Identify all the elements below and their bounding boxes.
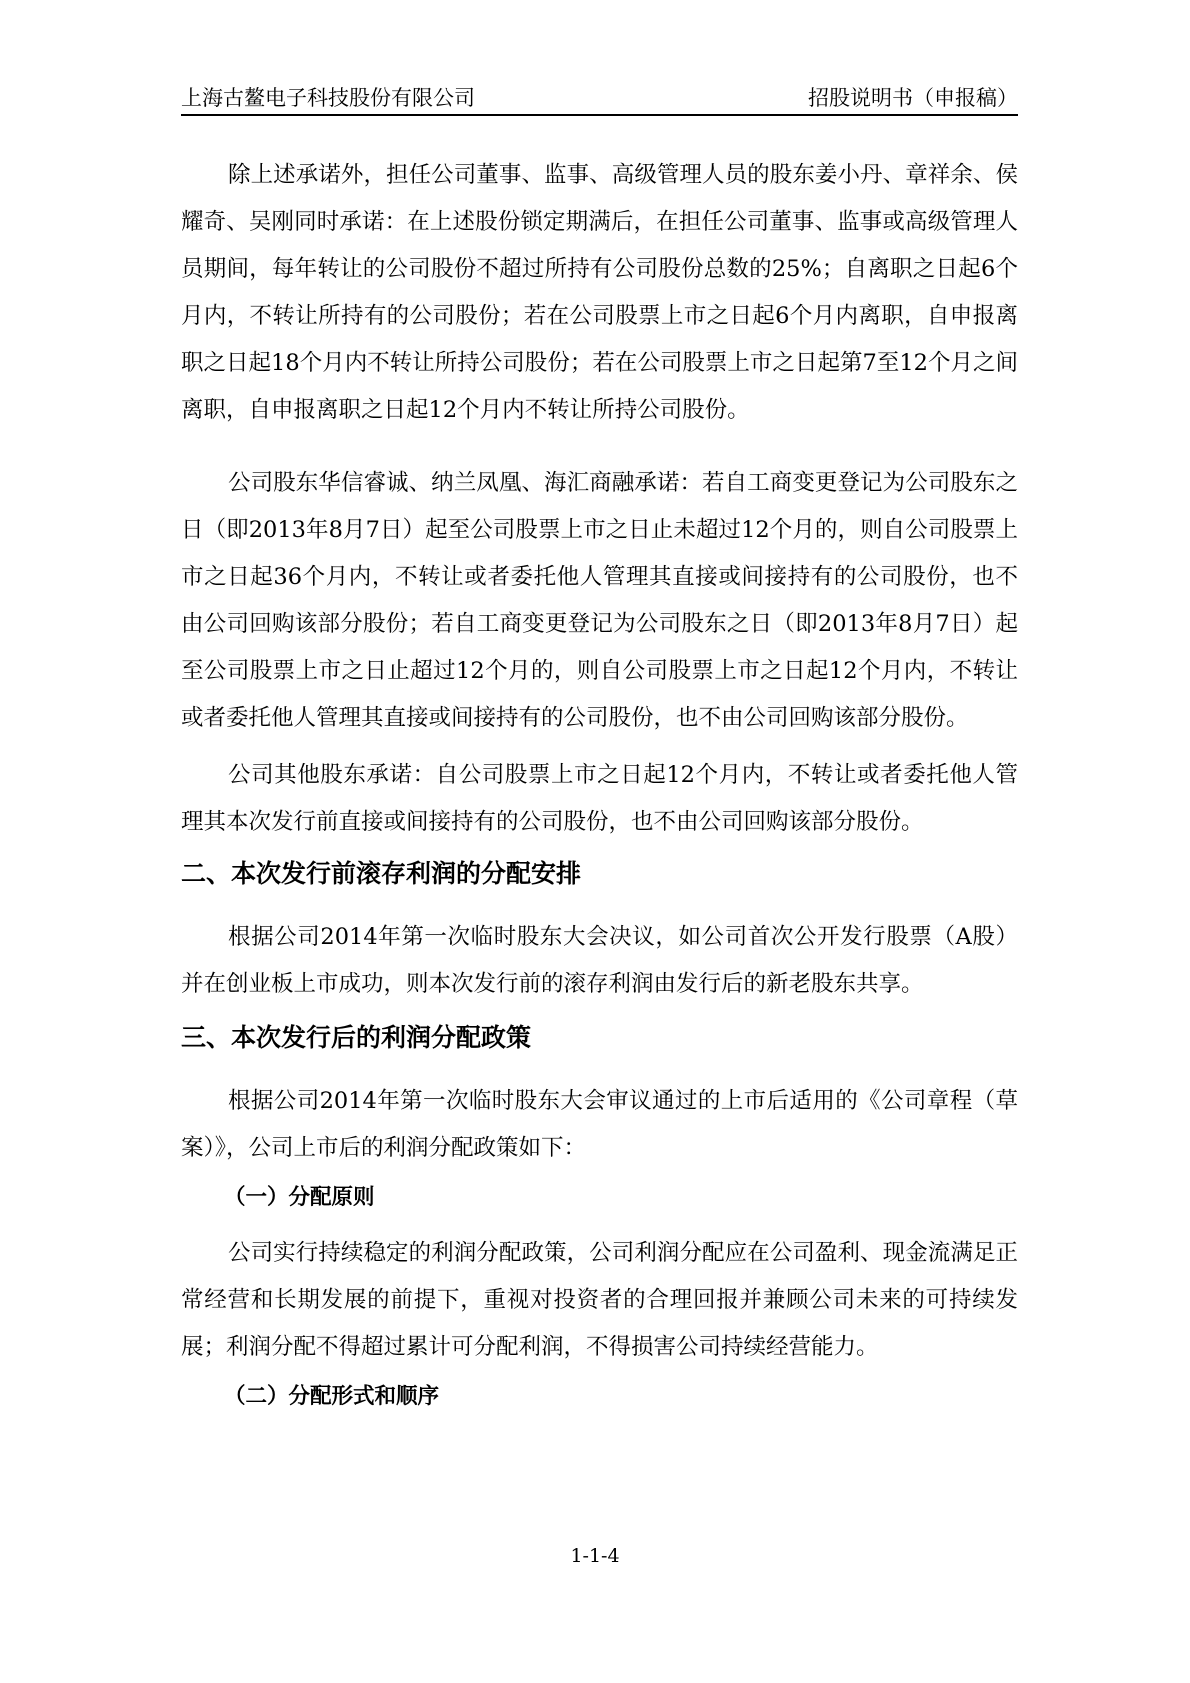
paragraph-shareholder-commitment: 公司股东华信睿诚、纳兰凤凰、海汇商融承诺：若自工商变更登记为公司股东之日（即2013年8月7日）起至公司股票上市之日止未超过12个月的，则自公司股票上市之日起36个月内，不转让或者委托他人管理其直接或间接持有的公司股份，也不由公司回购该部分股份；若自工商变更登记为公司股东之日（即2013年8月7日）起至公司股票上市之日止超过12个月的，则自公司股票上市之日起12个月内，不转让或者委托他人管理其直接或间接持有的公司股份，也不由公司回购该部分股份。 [181, 470, 1018, 731]
subsection-heading-form-order: （二）分配形式和顺序 [224, 1384, 440, 1409]
section-heading-retained-profit: 二、本次发行前滚存利润的分配安排 [181, 859, 582, 888]
paragraph-principles: 公司实行持续稳定的利润分配政策，公司利润分配应在公司盈利、现金流满足正常经营和长期发展的前提下，重视对投资者的合理回报并兼顾公司未来的可持续发展；利润分配不得超过累计可分配利润，不得损害公司持续经营能力。 [181, 1240, 1018, 1360]
header-company-name: 上海古鳌电子科技股份有限公司 [181, 86, 475, 110]
paragraph-director-commitment: 除上述承诺外，担任公司董事、监事、高级管理人员的股东姜小丹、章祥余、侯耀奇、吴刚同时承诺：在上述股份锁定期满后，在担任公司董事、监事或高级管理人员期间，每年转让的公司股份不超过所持有公司股份总数的25%；自离职之日起6个月内，不转让所持有的公司股份；若在公司股票上市之日起6个月内离职，自申报离职之日起18个月内不转让所持公司股份；若在公司股票上市之日起第7至12个月之间离职，自申报离职之日起12个月内不转让所持公司股份。 [181, 162, 1018, 423]
paragraph-other-shareholders: 公司其他股东承诺：自公司股票上市之日起12个月内，不转让或者委托他人管理其本次发行前直接或间接持有的公司股份，也不由公司回购该部分股份。 [181, 762, 1018, 835]
page-number: 1-1-4 [570, 1545, 620, 1567]
paragraph-retained-profit: 根据公司2014年第一次临时股东大会决议，如公司首次公开发行股票（A股）并在创业板上市成功，则本次发行前的滚存利润由发行后的新老股东共享。 [181, 924, 1018, 997]
page-content [181, 152, 1018, 1429]
header-document-title: 招股说明书（申报稿） [808, 86, 1018, 110]
subsection-heading-principles: （一）分配原则 [224, 1185, 375, 1210]
page-header [181, 84, 1018, 116]
section-heading-profit-policy: 三、本次发行后的利润分配政策 [181, 1023, 532, 1052]
paragraph-profit-policy-intro: 根据公司2014年第一次临时股东大会审议通过的上市后适用的《公司章程（草案）》，公司上市后的利润分配政策如下： [181, 1088, 1018, 1161]
